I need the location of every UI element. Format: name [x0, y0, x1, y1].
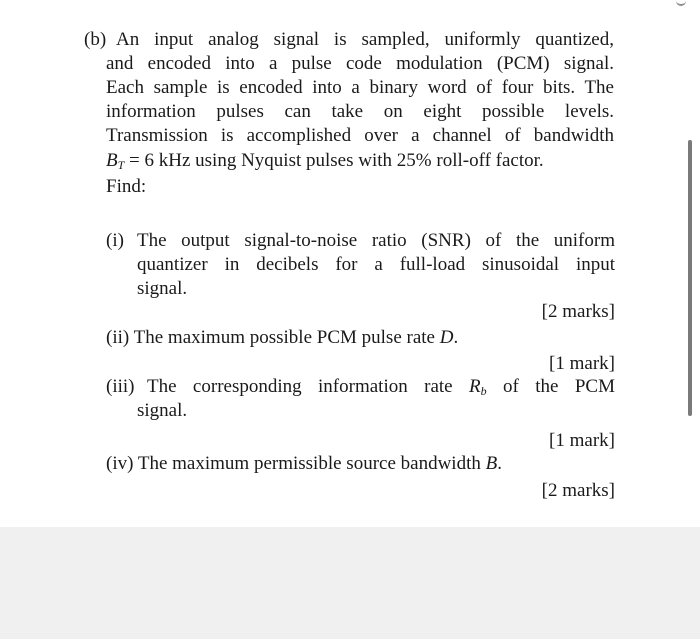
part-ii-text: The maximum possible PCM pulse rate	[133, 327, 440, 348]
part-iii-line-2: signal.	[137, 400, 188, 421]
bandwidth-subscript: T	[117, 158, 125, 172]
part-iii-text-before: The corresponding information rate	[147, 376, 469, 397]
part-ii-line	[106, 327, 458, 349]
bandwidth-text: = 6 kHz using Nyquist pulses with 25% roll-off factor.	[124, 150, 544, 171]
part-iv-var: B	[485, 453, 498, 474]
part-iv-end: .	[497, 453, 502, 474]
part-iii-label: (iii)	[106, 376, 135, 397]
part-iii-text-after: of the PCM	[486, 376, 615, 397]
part-iii-marks: [1 mark]	[549, 430, 615, 451]
bandwidth-symbol: B	[106, 150, 118, 171]
part-i-line-2: quantizer in decibels for a full-load sinusoidal input	[137, 254, 615, 275]
part-i-line-1: The output signal-to-noise ratio (SNR) of the uniform	[137, 230, 615, 251]
part-ii-label: (ii)	[106, 327, 130, 348]
part-iv-label: (iv)	[106, 453, 134, 474]
top-edge-mark	[676, 0, 686, 6]
part-iii-var: R	[469, 376, 481, 397]
part-iv-text: The maximum permissible source bandwidth	[137, 453, 486, 474]
part-i-label: (i)	[106, 230, 124, 251]
part-iv-marks: [2 marks]	[541, 480, 615, 501]
find-label: Find:	[106, 176, 147, 197]
part-i-line-3: signal.	[137, 278, 188, 299]
intro-line-3: Each sample is encoded into a binary word of four bits. The	[106, 77, 614, 98]
bottom-empty-area	[0, 527, 700, 639]
intro-line-5: Transmission is accomplished over a channel of bandwidth	[106, 125, 614, 146]
part-iii-subscript: b	[480, 384, 487, 398]
intro-line-4: information pulses can take on eight possible levels.	[106, 101, 614, 122]
intro-line-2: and encoded into a pulse code modulation (PCM) signal.	[106, 53, 614, 74]
part-i-marks: [2 marks]	[541, 301, 615, 322]
vertical-scrollbar[interactable]	[688, 140, 692, 416]
question-label: (b)	[84, 29, 107, 50]
intro-line-1: An input analog signal is sampled, uniformly quantized,	[116, 29, 614, 50]
bandwidth-line	[106, 150, 544, 172]
part-iii-line-1	[147, 376, 615, 398]
part-ii-end: .	[453, 327, 459, 348]
part-iv-line	[106, 453, 502, 475]
part-ii-marks: [1 mark]	[549, 353, 615, 374]
part-ii-var: D	[439, 327, 454, 348]
